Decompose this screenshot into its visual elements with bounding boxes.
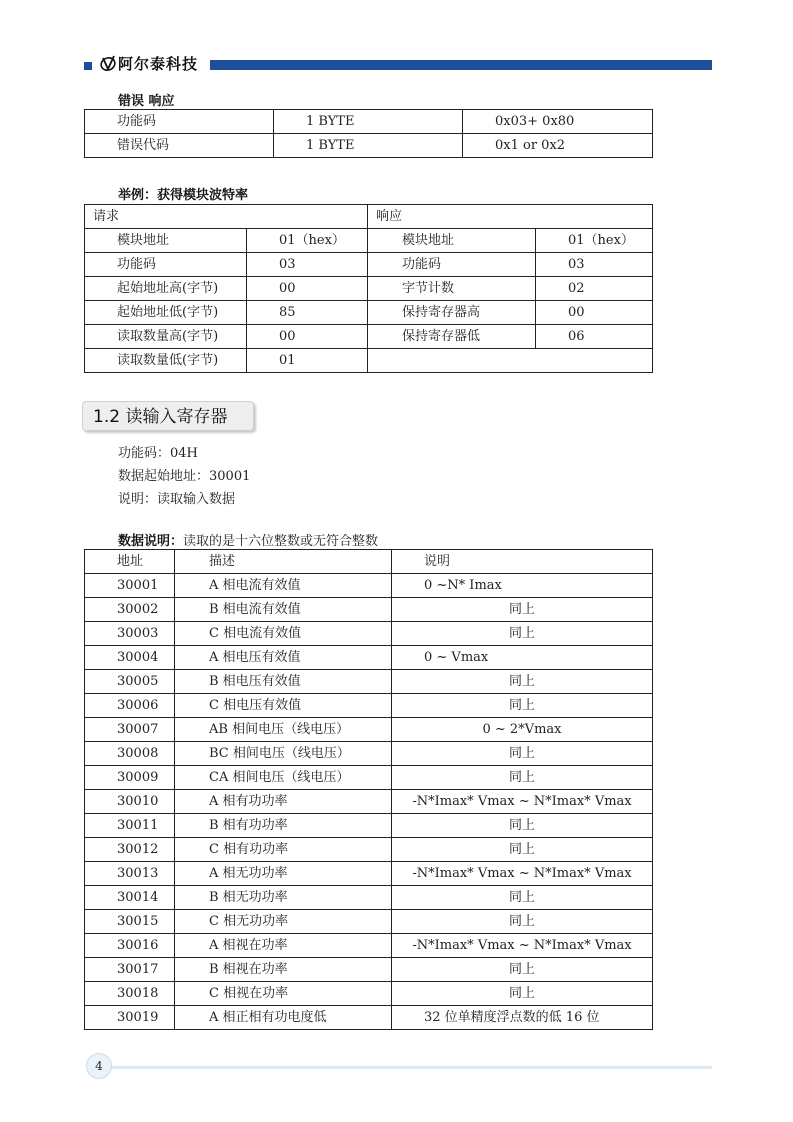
- register-notes: 同上: [392, 766, 653, 790]
- table-row: [85, 790, 653, 814]
- table-row: [85, 622, 653, 646]
- function-code-text: 功能码：04H: [118, 446, 198, 461]
- register-description: C 相有功功率: [175, 838, 392, 862]
- response-field: 保持寄存器高: [368, 301, 536, 325]
- example-title: 举例：获得模块波特率: [118, 188, 249, 203]
- table-row: [85, 110, 653, 134]
- data-table-title-rest: 读取的是十六位整数或无符合整数: [183, 534, 379, 549]
- error-field-value: 0x1 or 0x2: [463, 134, 653, 158]
- register-description: AB 相间电压（线电压）: [175, 718, 392, 742]
- response-value: 00: [536, 301, 653, 325]
- description-text: 说明：读取输入数据: [118, 492, 236, 507]
- register-address: 30006: [85, 694, 175, 718]
- error-field-value: 0x03+ 0x80: [463, 110, 653, 134]
- register-address: 30012: [85, 838, 175, 862]
- register-address: 30011: [85, 814, 175, 838]
- header-address: 地址: [85, 550, 175, 574]
- register-address: 30010: [85, 790, 175, 814]
- error-field-name: 功能码: [85, 110, 274, 134]
- register-address: 30003: [85, 622, 175, 646]
- table-row: [85, 229, 653, 253]
- register-notes: 同上: [392, 910, 653, 934]
- register-description: B 相视在功率: [175, 958, 392, 982]
- error-field-name: 错误代码: [85, 134, 274, 158]
- register-notes: 0 ~ 2*Vmax: [392, 718, 653, 742]
- table-row: [85, 766, 653, 790]
- register-notes: -N*Imax* Vmax ~ N*Imax* Vmax: [392, 934, 653, 958]
- register-description: A 相电流有效值: [175, 574, 392, 598]
- register-notes: 同上: [392, 958, 653, 982]
- register-notes: -N*Imax* Vmax ~ N*Imax* Vmax: [392, 862, 653, 886]
- register-description: A 相有功功率: [175, 790, 392, 814]
- empty-cell: [368, 349, 653, 373]
- table-row: [85, 910, 653, 934]
- table-row: [85, 718, 653, 742]
- register-address: 30008: [85, 742, 175, 766]
- data-table-header-row: [85, 550, 653, 574]
- table-row: [85, 349, 653, 373]
- table-row: [85, 694, 653, 718]
- error-response-title: 错误 响应: [118, 94, 175, 109]
- register-address: 30016: [85, 934, 175, 958]
- request-field: 模块地址: [85, 229, 247, 253]
- register-address: 30017: [85, 958, 175, 982]
- example-table: [84, 204, 653, 373]
- request-field: 起始地址高(字节): [85, 277, 247, 301]
- register-description: B 相有功功率: [175, 814, 392, 838]
- register-address: 30018: [85, 982, 175, 1006]
- table-row: [85, 574, 653, 598]
- register-notes: 同上: [392, 838, 653, 862]
- table-row: [85, 301, 653, 325]
- register-description: C 相无功功率: [175, 910, 392, 934]
- register-description: C 相电压有效值: [175, 694, 392, 718]
- register-description: B 相电流有效值: [175, 598, 392, 622]
- header-square: [84, 62, 92, 70]
- register-address: 30019: [85, 1006, 175, 1030]
- section-heading: 1.2 读输入寄存器: [82, 401, 254, 431]
- register-notes: 32 位单精度浮点数的低 16 位: [392, 1006, 653, 1030]
- header-notes: 说明: [392, 550, 653, 574]
- register-description: C 相视在功率: [175, 982, 392, 1006]
- register-address: 30013: [85, 862, 175, 886]
- footer-line: [110, 1066, 712, 1069]
- register-notes: 同上: [392, 742, 653, 766]
- company-name: 阿尔泰科技: [118, 55, 199, 73]
- response-header: 响应: [368, 205, 653, 229]
- register-address: 30009: [85, 766, 175, 790]
- table-row: [85, 814, 653, 838]
- error-field-size: 1 BYTE: [274, 134, 463, 158]
- register-description: A 相电压有效值: [175, 646, 392, 670]
- register-notes: 同上: [392, 982, 653, 1006]
- register-address: 30002: [85, 598, 175, 622]
- request-value: 01: [247, 349, 368, 373]
- response-field: 功能码: [368, 253, 536, 277]
- data-table-title-bold: 数据说明：: [118, 534, 184, 549]
- table-row: [85, 134, 653, 158]
- request-field: 读取数量低(字节): [85, 349, 247, 373]
- request-value: 03: [247, 253, 368, 277]
- table-row: [85, 838, 653, 862]
- table-row: [85, 670, 653, 694]
- register-address: 30014: [85, 886, 175, 910]
- table-row: [85, 277, 653, 301]
- register-notes: 同上: [392, 886, 653, 910]
- table-row: [85, 1006, 653, 1030]
- table-row: [85, 742, 653, 766]
- table-row: [85, 646, 653, 670]
- request-value: 01（hex）: [247, 229, 368, 253]
- start-address-text: 数据起始地址：30001: [118, 469, 251, 484]
- register-address: 30007: [85, 718, 175, 742]
- register-notes: 同上: [392, 694, 653, 718]
- response-value: 06: [536, 325, 653, 349]
- request-field: 读取数量高(字节): [85, 325, 247, 349]
- request-value: 00: [247, 325, 368, 349]
- register-address: 30015: [85, 910, 175, 934]
- altai-logo-icon: [98, 53, 118, 73]
- table-row: [85, 982, 653, 1006]
- register-address: 30005: [85, 670, 175, 694]
- request-value: 00: [247, 277, 368, 301]
- table-row: [85, 934, 653, 958]
- table-row: [85, 958, 653, 982]
- request-field: 起始地址低(字节): [85, 301, 247, 325]
- register-address: 30001: [85, 574, 175, 598]
- register-description: A 相无功功率: [175, 862, 392, 886]
- register-description: A 相正相有功电度低: [175, 1006, 392, 1030]
- register-notes: 同上: [392, 814, 653, 838]
- header-description: 描述: [175, 550, 392, 574]
- table-row: [85, 886, 653, 910]
- error-response-table: [84, 109, 653, 158]
- table-row: [85, 598, 653, 622]
- register-description: A 相视在功率: [175, 934, 392, 958]
- register-description: C 相电流有效值: [175, 622, 392, 646]
- register-address: 30004: [85, 646, 175, 670]
- request-field: 功能码: [85, 253, 247, 277]
- header-bar: [210, 60, 712, 70]
- register-notes: 0 ~N* Imax: [392, 574, 653, 598]
- request-header: 请求: [85, 205, 368, 229]
- register-notes: 同上: [392, 622, 653, 646]
- register-notes: -N*Imax* Vmax ~ N*Imax* Vmax: [392, 790, 653, 814]
- response-value: 02: [536, 277, 653, 301]
- data-table: [84, 549, 653, 1030]
- page-number: 4: [86, 1053, 112, 1079]
- register-description: BC 相间电压（线电压）: [175, 742, 392, 766]
- register-description: CA 相间电压（线电压）: [175, 766, 392, 790]
- table-row: [85, 325, 653, 349]
- register-description: B 相无功功率: [175, 886, 392, 910]
- response-field: 模块地址: [368, 229, 536, 253]
- error-field-size: 1 BYTE: [274, 110, 463, 134]
- register-description: B 相电压有效值: [175, 670, 392, 694]
- response-value: 03: [536, 253, 653, 277]
- data-table-title: [118, 530, 378, 549]
- register-notes: 同上: [392, 598, 653, 622]
- table-row: [85, 862, 653, 886]
- register-notes: 同上: [392, 670, 653, 694]
- request-value: 85: [247, 301, 368, 325]
- response-field: 保持寄存器低: [368, 325, 536, 349]
- response-value: 01（hex）: [536, 229, 653, 253]
- table-row: [85, 253, 653, 277]
- register-notes: 0 ~ Vmax: [392, 646, 653, 670]
- response-field: 字节计数: [368, 277, 536, 301]
